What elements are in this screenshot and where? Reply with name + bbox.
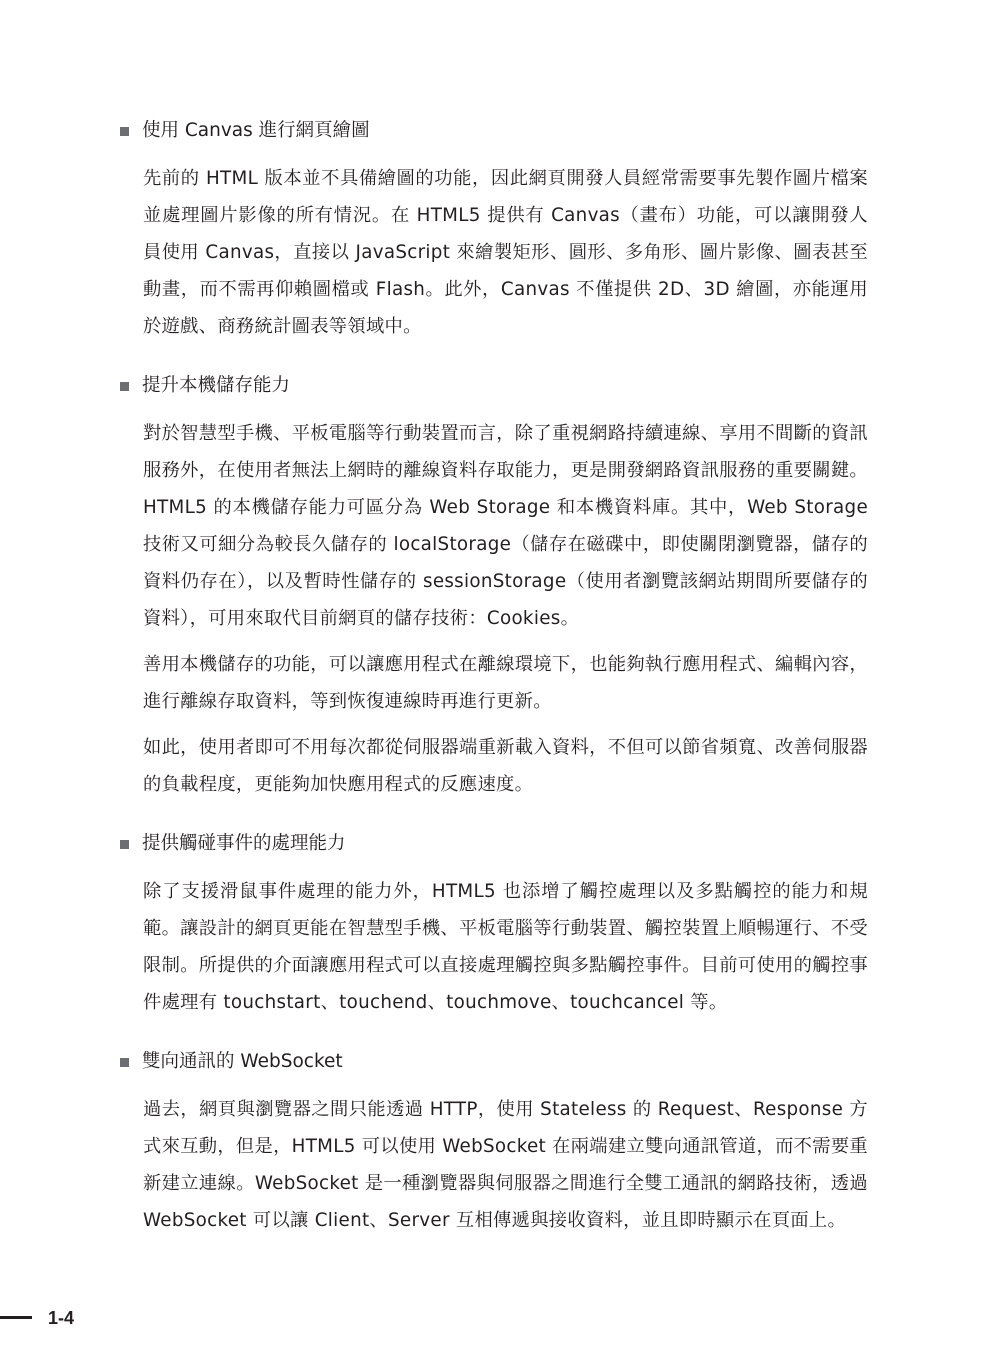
paragraph: 善用本機儲存的功能，可以讓應用程式在離線環境下，也能夠執行應用程式、編輯內容，進行離線存取資料，等到恢復連線時再進行更新。 xyxy=(143,654,868,712)
section-heading-text: 使用 Canvas 進行網頁繪圖 xyxy=(142,120,370,141)
section-heading xyxy=(120,825,870,863)
paragraph: 對於智慧型手機、平板電腦等行動裝置而言，除了重視網路持續連線、享用不間斷的資訊服務外，在使用者無法上網時的離線資料存取能力，更是開發網路資訊服務的重要關鍵。HTML5 的本機儲存能力可區分為 Web Storage 和本機資料庫。其中，Web Storage 技術又可細分為較長久儲存的 localStorage（儲存在磁碟中，即使關閉瀏覽器，儲存的資料仍存在），以及暫時性儲存的 sessionStorage（使用者瀏覽該網站期間所要儲存的資料），可用來取代目前網頁的儲存技術：Cookies。 xyxy=(143,423,868,629)
section-heading-text: 雙向通訊的 WebSocket xyxy=(142,1051,343,1072)
square-bullet-icon xyxy=(120,127,129,136)
page-content xyxy=(120,112,870,1239)
square-bullet-icon xyxy=(120,382,129,391)
page-number: 1-4 xyxy=(48,1308,75,1328)
section-heading-text: 提升本機儲存能力 xyxy=(142,375,291,396)
section-heading xyxy=(120,112,870,150)
paragraph: 過去，網頁與瀏覽器之間只能透過 HTTP，使用 Stateless 的 Request、Response 方式來互動，但是，HTML5 可以使用 WebSocket 在兩端建立雙向通訊管道，而不需要重新建立連線。WebSocket 是一種瀏覽器與伺服器之間進行全雙工通訊的網路技術，透過 WebSocket 可以讓 Client、Server 互相傳遞與接收資料，並且即時顯示在頁面上。 xyxy=(143,1099,868,1231)
footer-rule xyxy=(0,1316,32,1319)
paragraph: 先前的 HTML 版本並不具備繪圖的功能，因此網頁開發人員經常需要事先製作圖片檔案並處理圖片影像的所有情況。在 HTML5 提供有 Canvas（畫布）功能，可以讓開發人員使用 Canvas，直接以 JavaScript 來繪製矩形、圓形、多角形、圖片影像、圖表甚至動畫，而不需再仰賴圖檔或 Flash。此外，Canvas 不僅提供 2D、3D 繪圖，亦能運用於遊戲、商務統計圖表等領域中。 xyxy=(143,168,868,337)
section-touch-events xyxy=(120,825,870,1021)
section-canvas xyxy=(120,112,870,345)
square-bullet-icon xyxy=(120,1058,129,1067)
section-heading xyxy=(120,367,870,405)
section-local-storage xyxy=(120,367,870,803)
square-bullet-icon xyxy=(120,840,129,849)
section-heading xyxy=(120,1043,870,1081)
paragraph: 除了支援滑鼠事件處理的能力外，HTML5 也添增了觸控處理以及多點觸控的能力和規範。讓設計的網頁更能在智慧型手機、平板電腦等行動裝置、觸控裝置上順暢運行、不受限制。所提供的介面讓應用程式可以直接處理觸控與多點觸控事件。目前可使用的觸控事件處理有 touchstart、touchend、touchmove、touchcancel 等。 xyxy=(143,881,868,1013)
section-heading-text: 提供觸碰事件的處理能力 xyxy=(142,833,346,854)
paragraph: 如此，使用者即可不用每次都從伺服器端重新載入資料，不但可以節省頻寬、改善伺服器的負載程度，更能夠加快應用程式的反應速度。 xyxy=(143,737,868,795)
section-websocket xyxy=(120,1043,870,1239)
